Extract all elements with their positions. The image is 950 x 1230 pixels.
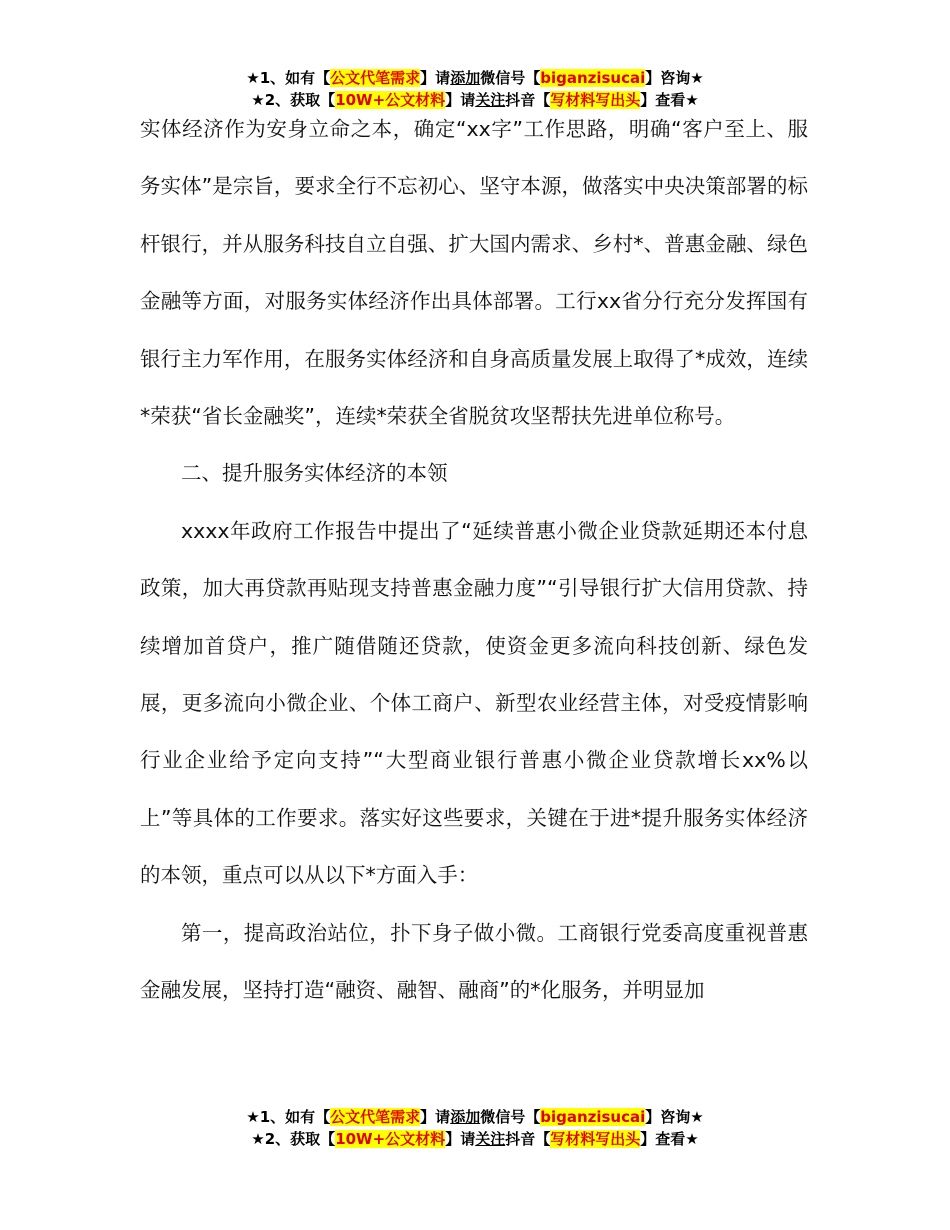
banner-line-1 xyxy=(0,1106,950,1128)
banner-highlight: 10W+公文材料 xyxy=(335,1130,446,1148)
banner-text: 】请 xyxy=(420,1108,451,1126)
banner-text: 微信号【 xyxy=(480,1108,541,1126)
banner-highlight: biganzisucai xyxy=(540,69,646,87)
banner-highlight: 公文代笔需求 xyxy=(330,1108,421,1126)
banner-text: 】请 xyxy=(445,91,476,109)
banner-text: ★2、获取【 xyxy=(251,1130,336,1148)
banner-underlined-text: 添加 xyxy=(450,1108,481,1126)
banner-text: 微信号【 xyxy=(480,69,541,87)
banner-highlight: 写材料写出头 xyxy=(550,1130,641,1148)
document-body xyxy=(140,101,808,1020)
banner-highlight: 10W+公文材料 xyxy=(335,91,446,109)
banner-text: ★1、如有【 xyxy=(246,69,331,87)
banner-underlined-text: 添加 xyxy=(450,69,481,87)
banner-underlined-text: 关注 xyxy=(475,91,506,109)
footer-banner xyxy=(0,1106,950,1150)
banner-text: 】咨询★ xyxy=(645,1108,704,1126)
banner-text: 抖音【 xyxy=(505,91,551,109)
banner-text: 】咨询★ xyxy=(645,69,704,87)
banner-text: 抖音【 xyxy=(505,1130,551,1148)
banner-highlight: 写材料写出头 xyxy=(550,91,641,109)
banner-line-2 xyxy=(0,1128,950,1150)
banner-text: ★2、获取【 xyxy=(251,91,336,109)
paragraph: 实体经济作为安身立命之本，确定“xx字”工作思路，明确“客户至上、服务实体”是宗旨，要求全行不忘初心、坚守本源，做落实中央决策部署的标杆银行，并从服务科技自立自强、扩大国内需求、乡村*、普惠金融、绿色金融等方面，对服务实体经济作出具体部署。工行xx省分行充分发挥国有银行主力军作用，在服务实体经济和自身高质量发展上取得了*成效，连续*荣获“省长金融奖”，连续*荣获全省脱贫攻坚帮扶先进单位称号。 xyxy=(140,117,808,429)
banner-text: 】查看★ xyxy=(640,1130,699,1148)
banner-underlined-text: 关注 xyxy=(475,1130,506,1148)
banner-highlight: biganzisucai xyxy=(540,1108,646,1126)
paragraph: xxxx年政府工作报告中提出了“延续普惠小微企业贷款延期还本付息政策，加大再贷款再贴现支持普惠金融力度”“引导银行扩大信用贷款、持续增加首贷户，推广随借随还贷款，使资金更多流向科技创新、绿色发展，更多流向小微企业、个体工商户、新型农业经营主体，对受疫情影响行业企业给予定向支持”“大型商业银行普惠小微企业贷款增长xx%以上”等具体的工作要求。落实好这些要求，关键在于进*提升服务实体经济的本领，重点可以从以下*方面入手： xyxy=(140,518,808,888)
banner-highlight: 公文代笔需求 xyxy=(330,69,421,87)
banner-text: 】查看★ xyxy=(640,91,699,109)
banner-line-1 xyxy=(0,67,950,89)
banner-text: ★1、如有【 xyxy=(246,1108,331,1126)
banner-text: 】请 xyxy=(445,1130,476,1148)
paragraph: 第一，提高政治站位，扑下身子做小微。工商银行党委高度重视普惠金融发展，坚持打造“融资、融智、融商”的*化服务，并明显加 xyxy=(140,920,808,1003)
section-heading: 二、提升服务实体经济的本领 xyxy=(181,461,448,486)
banner-text: 】请 xyxy=(420,69,451,87)
